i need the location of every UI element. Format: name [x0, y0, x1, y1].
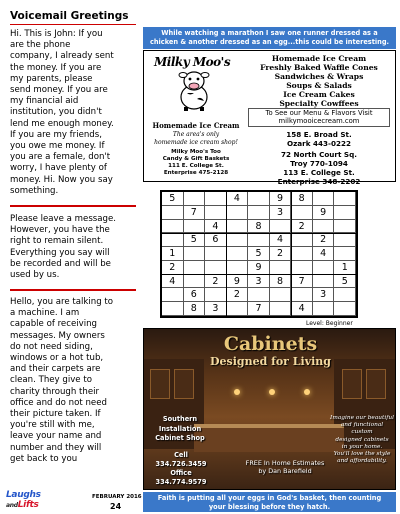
sudoku-cell: 8 — [184, 302, 206, 316]
shop-subtitle: Homemade Ice Cream — [152, 121, 240, 130]
text-line: a machine. I am — [10, 308, 80, 319]
pendant-light — [304, 389, 310, 395]
sudoku-cell: 1 — [334, 261, 356, 275]
sudoku-cell — [227, 261, 249, 275]
sudoku-cell — [162, 288, 184, 302]
second-shop-line: Milky Moo's Too — [171, 149, 221, 155]
sudoku-cell: 1 — [162, 247, 184, 261]
location-line: 113 E. College St. — [283, 168, 355, 177]
cabinets-subtitle: Designed for Living — [210, 355, 331, 368]
sudoku-cell — [313, 192, 335, 206]
menu-item: Ice Cream Cakes — [283, 90, 355, 99]
text-line: designed cabinets — [335, 436, 389, 443]
shop-name: Milky Moo's — [154, 55, 231, 69]
sudoku-cell: 5 — [184, 233, 206, 247]
banner-line: While watching a marathon I saw one runner dressed as a — [161, 29, 378, 37]
text-line: you're still with me, — [10, 420, 95, 431]
joke-banner-top — [143, 27, 396, 49]
sudoku-cell — [270, 261, 292, 275]
text-line: their picture taken. If — [10, 409, 101, 420]
kitchen-island — [194, 424, 344, 452]
shop-tagline: The area's only — [172, 131, 220, 138]
sudoku-cell: 2 — [313, 233, 335, 247]
text-line: charity through their — [10, 386, 100, 397]
location-line: 72 North Court Sq. — [281, 150, 357, 159]
sudoku-cell — [334, 233, 356, 247]
pendant-light — [234, 389, 240, 395]
milky-moos-logo — [148, 55, 244, 113]
voicemail-column — [0, 0, 144, 514]
text-line: the money. If you are — [10, 62, 102, 73]
sudoku-cell: 9 — [227, 275, 249, 289]
text-line: company, I already sent — [10, 51, 114, 62]
text-line: If you are my friends, — [10, 129, 102, 140]
voicemail-title: Voicemail Greetings — [10, 10, 129, 22]
sudoku-grid — [160, 190, 358, 318]
text-line: something. — [10, 185, 59, 196]
sudoku-cell: 2 — [270, 247, 292, 261]
sudoku-cell: 3 — [205, 302, 227, 316]
sudoku-cell — [334, 206, 356, 220]
sudoku-cell: 6 — [205, 233, 227, 247]
sudoku-cell: 4 — [313, 247, 335, 261]
sudoku-cell — [334, 288, 356, 302]
cabinet-door — [174, 369, 194, 399]
page-number: 24 — [110, 502, 122, 511]
text-line: my parents, please — [10, 73, 93, 84]
location-line: Enterprise 348-2202 — [277, 177, 361, 186]
sudoku-box-divider — [291, 192, 293, 316]
sudoku-box-divider — [162, 233, 356, 235]
office-phone: Office 334.774.9579 — [155, 469, 207, 486]
sudoku-cell — [313, 220, 335, 234]
text-line: used by us. — [10, 270, 60, 281]
sudoku-cell — [162, 206, 184, 220]
sudoku-cell — [248, 288, 270, 302]
sudoku-cell — [313, 261, 335, 275]
sudoku-cell — [184, 192, 206, 206]
sudoku-cell — [291, 288, 313, 302]
menu-item: Homemade Ice Cream — [271, 54, 367, 63]
sudoku-cell — [205, 247, 227, 261]
sudoku-cell: 5 — [162, 192, 184, 206]
text-line: right to remain silent. — [10, 236, 104, 247]
text-line: get back to you — [10, 453, 78, 464]
cabinet-door — [342, 369, 362, 399]
sudoku-cell — [313, 275, 335, 289]
text-line: by Dan Barefield — [258, 467, 312, 475]
text-line: and functional custom — [340, 422, 384, 436]
sudoku-cell — [162, 220, 184, 234]
sudoku-cell — [227, 206, 249, 220]
text-line: However, you have the — [10, 225, 110, 236]
sudoku-cell — [227, 302, 249, 316]
text-line: in your home. — [341, 443, 383, 450]
sudoku-cell — [184, 247, 206, 261]
sudoku-cell — [248, 192, 270, 206]
shop-tagline: homemade ice cream shop! — [154, 139, 238, 146]
sudoku-cell: 4 — [162, 275, 184, 289]
text-line: Southern — [162, 415, 198, 423]
text-line: be recorded and will be — [10, 258, 111, 269]
sudoku-cell: 3 — [248, 275, 270, 289]
text-line: you owe me money. If — [10, 141, 105, 152]
text-line: you are a female, don't — [10, 152, 111, 163]
section-divider — [10, 289, 136, 291]
sudoku-cell — [227, 233, 249, 247]
sudoku-cell — [162, 302, 184, 316]
joke-banner-bottom — [143, 492, 396, 512]
text-line: money. Hi. Now you say — [10, 174, 113, 185]
menu-item: Specialty Cowffees — [279, 99, 359, 108]
sudoku-box-divider — [226, 192, 228, 316]
menu-item: Sandwiches & Wraps — [274, 72, 364, 81]
sudoku-cell: 4 — [227, 192, 249, 206]
sudoku-cell: 7 — [248, 302, 270, 316]
sudoku-level: Level: Beginner — [306, 320, 353, 327]
text-line: my financial aid — [10, 96, 79, 107]
sudoku-cell — [205, 206, 227, 220]
text-line: do not need siding, — [10, 341, 93, 352]
text-line: Hi. This is John: If you — [10, 29, 103, 39]
cabinets-title: Cabinets — [223, 333, 318, 355]
text-line: Please leave a message. — [10, 214, 117, 224]
milky-moos-ad — [143, 50, 396, 186]
logo-word-lifts — [6, 500, 39, 510]
sudoku-cell: 5 — [248, 247, 270, 261]
cow-icon — [170, 67, 218, 111]
sudoku-cell — [184, 220, 206, 234]
issue-month: FEBRUARY 2016 — [92, 494, 142, 500]
location-line: Ozark 443-0222 — [287, 139, 351, 148]
text-line: Hello, you are talking to — [10, 297, 114, 307]
text-line: messages. My owners — [10, 330, 105, 341]
text-line: clean. They give to — [10, 375, 92, 386]
sudoku-cell — [291, 247, 313, 261]
sudoku-cell: 4 — [270, 233, 292, 247]
sudoku-cell: 9 — [313, 206, 335, 220]
sudoku-cell — [270, 220, 292, 234]
sudoku-cell — [227, 220, 249, 234]
banner-line: chicken & another dressed as an egg...this could be interesting. — [149, 37, 390, 46]
text-line: Installation — [158, 424, 202, 433]
sudoku-cell: 6 — [184, 288, 206, 302]
sudoku-cell — [205, 192, 227, 206]
sudoku-cell — [334, 220, 356, 234]
cabinet-pitch — [330, 415, 394, 465]
free-estimates — [244, 459, 326, 475]
sudoku-cell — [313, 302, 335, 316]
text-line: and their carpets are — [10, 364, 101, 375]
text-line: You'll love the style — [333, 451, 391, 458]
section-divider — [10, 205, 136, 207]
sudoku-cell — [162, 233, 184, 247]
sudoku-cell: 3 — [313, 288, 335, 302]
voicemail-paragraph-3 — [10, 297, 140, 465]
menu-item: Soups & Salads — [286, 81, 352, 90]
logo-word-and: and — [6, 502, 18, 509]
text-line: capable of receiving — [10, 319, 97, 330]
sudoku-cell — [184, 261, 206, 275]
logo-word-laughs: Laughs — [6, 490, 41, 500]
sudoku-cell: 7 — [184, 206, 206, 220]
sudoku-cell — [334, 192, 356, 206]
cabinet-door — [150, 369, 170, 399]
sudoku-cell — [270, 302, 292, 316]
text-line: lend me enough money. — [10, 118, 114, 129]
text-line: Cabinet Shop — [155, 434, 205, 442]
sudoku-cell — [291, 206, 313, 220]
sudoku-cell — [248, 206, 270, 220]
sudoku-cell — [205, 261, 227, 275]
location-line: 158 E. Broad St. — [286, 130, 352, 139]
sudoku-cell — [270, 288, 292, 302]
text-line: institution, you didn't — [10, 107, 102, 118]
text-line: are the phone — [10, 40, 71, 51]
title-divider — [10, 24, 136, 25]
text-line: leave your name and — [10, 431, 102, 442]
sudoku-cell: 9 — [270, 192, 292, 206]
sudoku-cell: 8 — [291, 192, 313, 206]
pendant-light — [269, 389, 275, 395]
sudoku-cell — [334, 247, 356, 261]
sudoku-cell — [184, 275, 206, 289]
text-line: Imagine our beautiful — [330, 415, 394, 421]
text-line: send money. If you are — [10, 85, 108, 96]
text-line: and affordability. — [337, 458, 387, 465]
sudoku-cell — [227, 247, 249, 261]
cabinet-phones — [148, 451, 214, 487]
sudoku-cell — [205, 288, 227, 302]
website-url[interactable]: milkymooicecream.com — [278, 117, 360, 125]
sudoku-cell: 3 — [270, 206, 292, 220]
sudoku-cell — [291, 233, 313, 247]
cabinets-ad — [143, 328, 396, 490]
laughs-and-lifts-logo — [6, 490, 54, 510]
sudoku-box-divider — [162, 274, 356, 276]
voicemail-paragraph-1 — [10, 29, 140, 197]
logo-word-lifts-text: Lifts — [17, 500, 39, 510]
website-prompt: To See our Menu & Flavors Visit — [265, 109, 373, 117]
sudoku-cell — [291, 261, 313, 275]
sudoku-cell: 7 — [291, 275, 313, 289]
text-line: windows or a hot tub, — [10, 353, 104, 364]
sudoku-cell: 2 — [227, 288, 249, 302]
sudoku-cell: 2 — [291, 220, 313, 234]
cabinet-door — [366, 369, 386, 399]
banner-line: Faith is putting all your eggs in God's basket, then counting — [157, 494, 382, 502]
location-line: Troy 770-1094 — [290, 159, 348, 168]
banner-line: your blessing before they hatch. — [208, 502, 331, 511]
sudoku-cell: 4 — [205, 220, 227, 234]
sudoku-cell: 2 — [205, 275, 227, 289]
text-line: number and they will — [10, 442, 102, 453]
menu-item: Freshly Baked Waffle Cones — [260, 63, 378, 72]
voicemail-paragraph-2 — [10, 214, 140, 281]
sudoku-cell — [248, 233, 270, 247]
second-shop-line: 111 E. College St. — [168, 163, 224, 169]
sudoku-cell: 8 — [270, 275, 292, 289]
text-line: Everything you say will — [10, 247, 110, 258]
sudoku-cell: 2 — [162, 261, 184, 275]
cell-phone: Cell 334.726.3459 — [155, 451, 207, 468]
sudoku-cell: 8 — [248, 220, 270, 234]
sudoku-cell: 5 — [334, 275, 356, 289]
sudoku-cell: 4 — [291, 302, 313, 316]
second-shop-line: Candy & Gift Baskets — [162, 156, 230, 162]
cabinet-shop-name — [150, 415, 210, 444]
second-shop-line: Enterprise 475-2128 — [163, 170, 229, 176]
text-line: FREE In Home Estimates — [245, 459, 325, 467]
text-line: office and do not need — [10, 397, 107, 408]
text-line: worry, I have plenty of — [10, 163, 107, 174]
sudoku-cell: 9 — [248, 261, 270, 275]
sudoku-cell — [334, 302, 356, 316]
